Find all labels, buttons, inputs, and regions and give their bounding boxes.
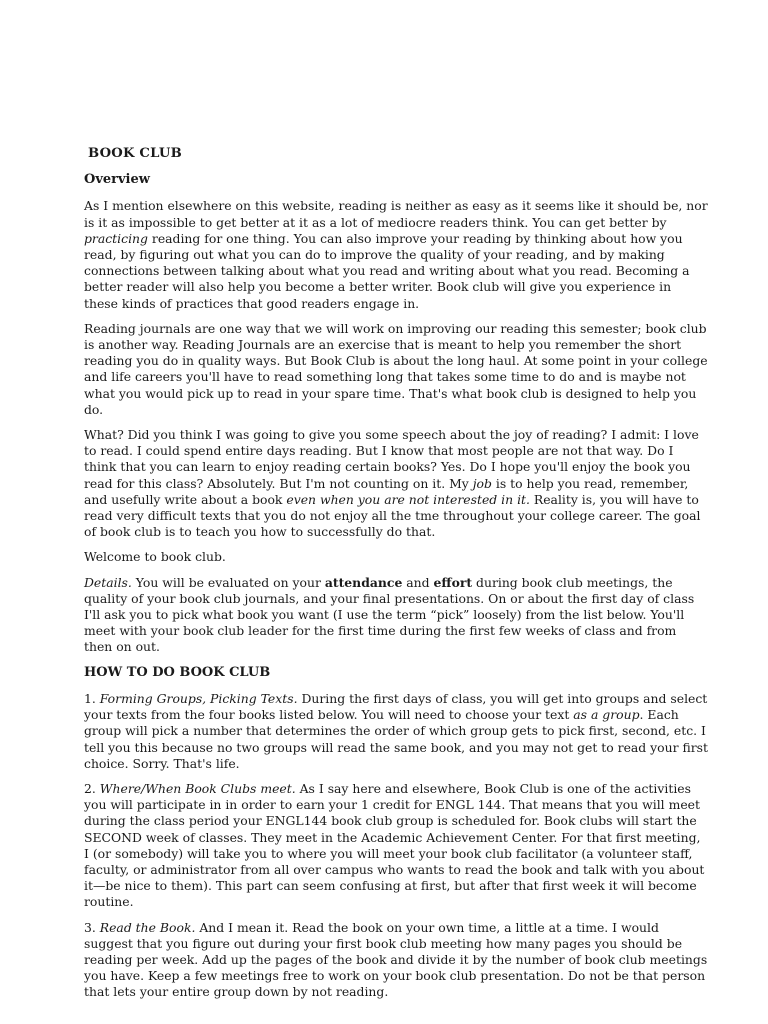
- text-run: You will be evaluated on your: [131, 574, 325, 590]
- text-run: . Each group will pick a number that determines the order of which group gets to pick first, second, etc. I tell you this because no two groups will read the same book, and you may not get to read your first choice. Sorry. That's life.: [84, 707, 708, 771]
- text-run: During the first days of class, you will get into groups and select your texts from the four books listed below. You will need to choose your text: [84, 690, 708, 723]
- step-number: 3.: [84, 919, 100, 935]
- text-run: And I mean it. Read the book on your own time, a little at a time. I would suggest that you figure out during your first book club meeting how many pages you should be reading per week. Add up the pages of the book and divide it by the number of book club meetings you have. Keep a few meetings free to work on your book club presentation. Do not be that person that lets your entire group down by not reading.: [84, 919, 708, 1000]
- paragraph-intro: [84, 198, 708, 311]
- text-run: and: [402, 574, 434, 590]
- step-read-the-book: [84, 920, 708, 1001]
- text-run-bold: attendance: [324, 574, 403, 590]
- overview-heading: Overview: [84, 172, 150, 188]
- step-label: Read the Book.: [99, 919, 196, 935]
- step-label: Forming Groups, Picking Texts.: [99, 690, 298, 706]
- text-run-bold: effort: [433, 574, 473, 590]
- text-run: As I mention elsewhere on this website, reading is neither as easy as it seems like it should be, nor is it as impossible to get better at it as a lot of mediocre readers think. You can get better by: [84, 198, 708, 230]
- text-run: during book club meetings, the quality of your book club journals, and your final presentations. On or about the first day of class I'll ask you to pick what book you want (I use the term “pick” loosely) from the list below. You'll meet with your book club leader for the first time during the first few weeks of class and from then on out.: [84, 574, 695, 655]
- text-run: What? Did you think I was going to give you some speech about the joy of reading? I admit: I love to read. I could spend entire days reading. But I know that most people are not that way. Do I think that you can learn to enjoy reading certain books? Yes. Do I hope you'll enjoy the book you read for this class? Absolutely. But I'm not counting on it. My: [84, 427, 699, 491]
- page-title: BOOK CLUB: [88, 146, 182, 161]
- howto-heading: HOW TO DO BOOK CLUB: [84, 664, 271, 680]
- text-run: is to help you read, remember, and usefully write about a book: [84, 475, 689, 507]
- text-run-italic: job: [472, 475, 492, 491]
- document-page: [84, 146, 708, 1010]
- step-where-when: [84, 781, 708, 911]
- text-run-italic: Details.: [84, 574, 132, 590]
- text-run-italic: even when you are not interested in it.: [286, 491, 530, 507]
- text-run: As I say here and elsewhere, Book Club is one of the activities you will participate in in order to earn your 1 credit for ENGL 144. That means that you will meet during the class period your ENGL144 book club group is scheduled for. Book clubs will start the SECOND week of classes. They meet in the Academic Achievement Center. For that first meeting, I (or somebody) will take you to where you will meet your book club facilitator (a volunteer staff, faculty, or administrator from all over campus who wants to read the book and talk with you about it—be nice to them). This part can seem confusing at first, but after that first week it will become routine.: [84, 780, 705, 910]
- step-number: 1.: [84, 690, 100, 706]
- paragraph-what: [84, 427, 708, 540]
- text-run: reading for one thing. You can also improve your reading by thinking about how you read, by figuring out what you can do to improve the quality of your reading, and by making connections between talking about what you read and writing about what you read. Becoming a better reader will also help you become a better writer. Book club will give you experience in these kinds of practices that good readers engage in.: [84, 230, 690, 311]
- step-forming-groups: [84, 691, 708, 772]
- text-run: Reality is, you will have to read very difficult texts that you do not enjoy all the tme throughout your college career. The goal of book club is to teach you how to successfully do that.: [84, 491, 701, 540]
- step-number: 2.: [84, 780, 100, 796]
- text-run-italic: practicing: [84, 230, 148, 246]
- text-run-italic: as a group: [573, 707, 640, 723]
- paragraph-welcome: Welcome to book club.: [84, 549, 226, 565]
- paragraph-reading-journals: Reading journals are one way that we will work on improving our reading this semester; book club is another way. Reading Journals are an exercise that is meant to help you remember the short reading you do in quality ways. But Book Club is about the long haul. At some point in your college and life careers you'll have to read something long that takes some time to do and is maybe not what you would pick up to read in your spare time. That's what book club is designed to help you do.: [84, 320, 708, 417]
- paragraph-details: [84, 575, 708, 656]
- step-label: Where/When Book Clubs meet.: [99, 780, 296, 796]
